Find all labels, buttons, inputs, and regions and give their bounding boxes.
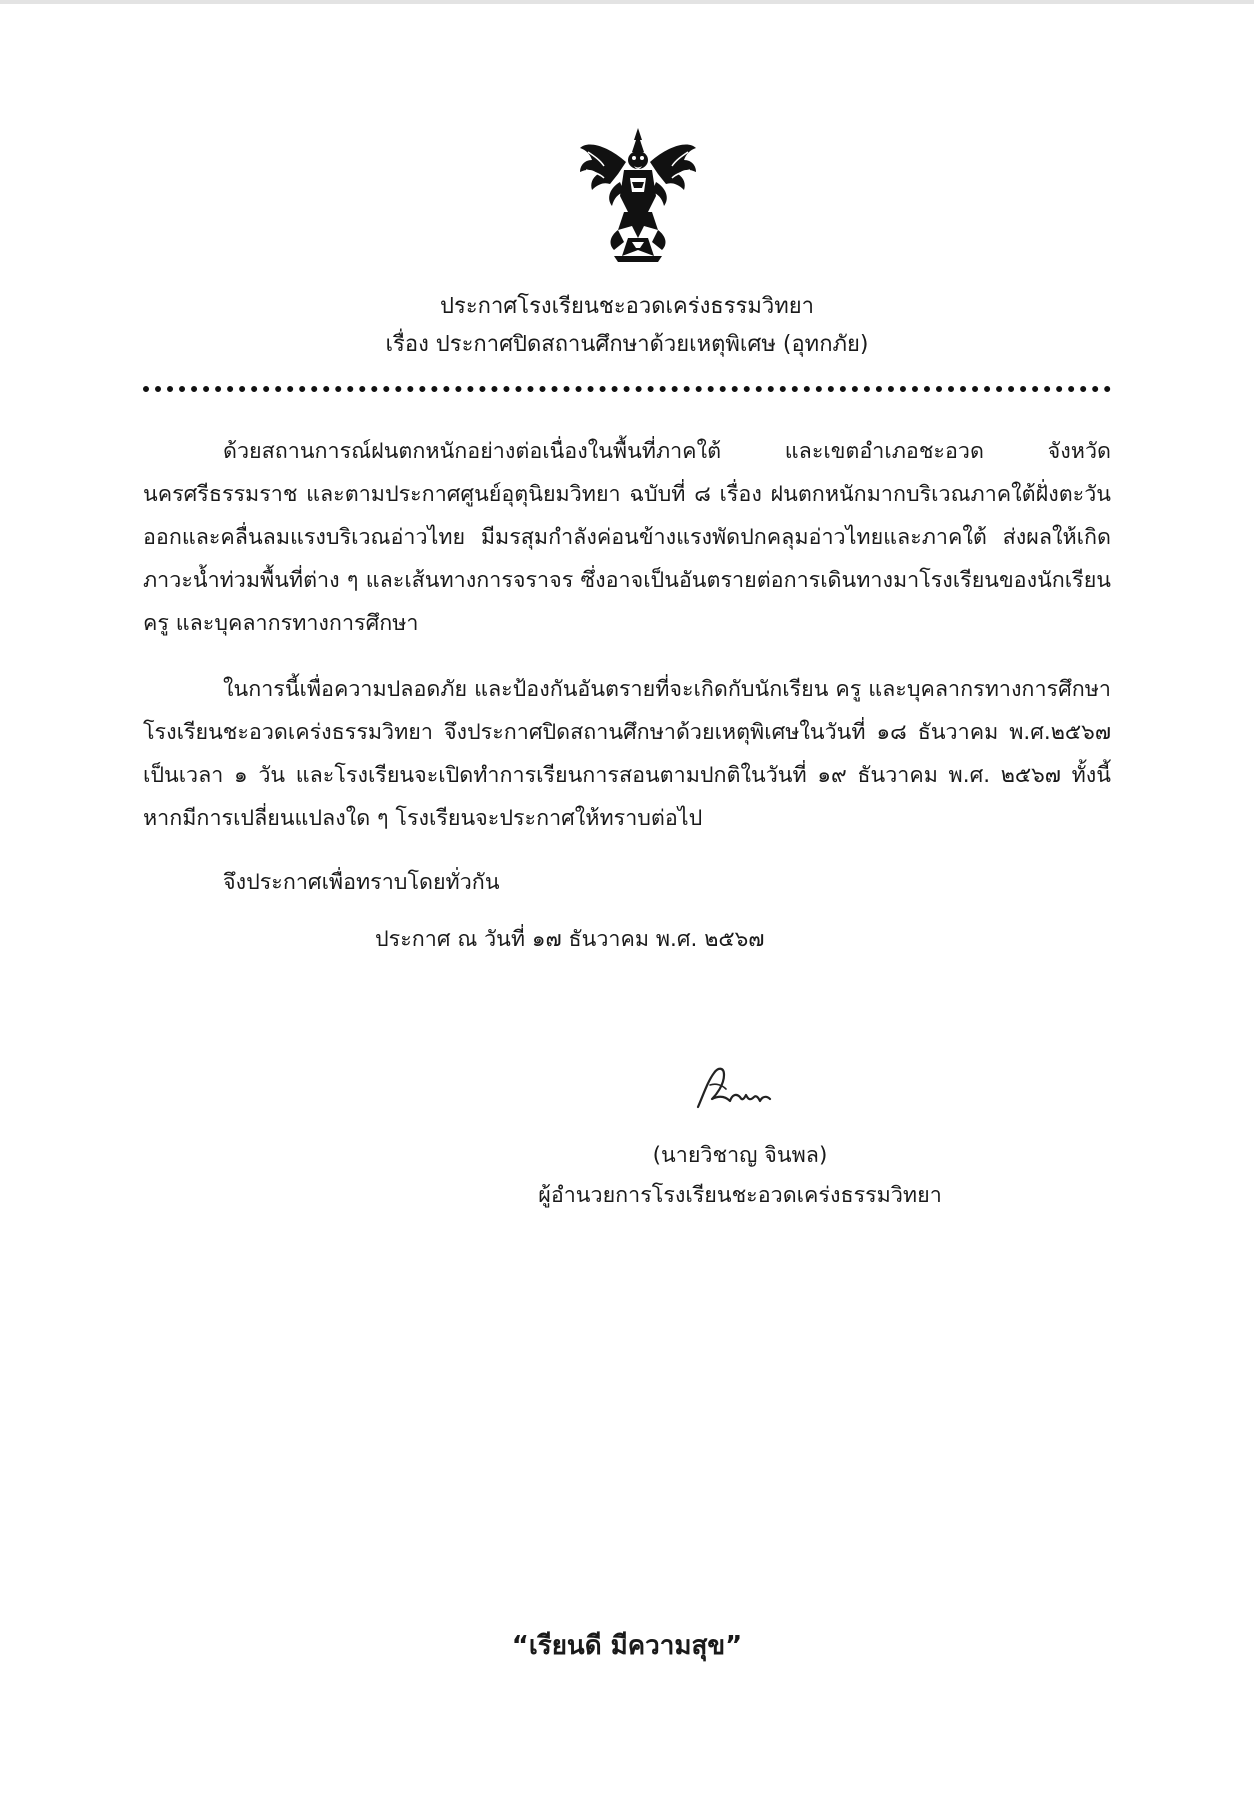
signatory-name: (นายวิชาญ จินพล) xyxy=(652,1143,828,1168)
closing-statement: จึงประกาศเพื่อทราบโดยทั่วกัน xyxy=(223,870,500,895)
announcement-date: ประกาศ ณ วันที่ ๑๗ ธันวาคม พ.ศ. ๒๕๖๗ xyxy=(375,927,765,952)
dotted-divider xyxy=(143,386,1111,392)
school-motto: “เรียนดี มีความสุข” xyxy=(511,1631,743,1661)
signatory-position: ผู้อำนวยการโรงเรียนชะอวดเคร่งธรรมวิทยา xyxy=(538,1183,942,1208)
announcement-subject: เรื่อง ประกาศปิดสถานศึกษาด้วยเหตุพิเศษ (อุทกภัย) xyxy=(385,332,869,357)
garuda-emblem-icon xyxy=(574,126,702,266)
body-paragraph-1: ด้วยสถานการณ์ฝนตกหนักอย่างต่อเนื่องในพื้นที่ภาคใต้ และเขตอำเภอชะอวด จังหวัดนครศรีธรรมราช และตามประกาศศูนย์อุตุนิยมวิทยา ฉบับที่ ๘ เรื่อง ฝนตกหนักมากบริเวณภาคใต้ฝั่งตะวันออกและคลื่นลมแรงบริเวณอ่าวไทย มีมรสุมกำลังค่อนข้างแรงพัดปกคลุมอ่าวไทยและภาคใต้ ส่งผลให้เกิดภาวะน้ำท่วมพื้นที่ต่าง ๆ และเส้นทางการจราจร ซึ่งอาจเป็นอันตรายต่อการเดินทางมาโรงเรียนของนักเรียน ครู และบุคลากรทางการศึกษา xyxy=(143,439,1111,636)
body-paragraph-2: ในการนี้เพื่อความปลอดภัย และป้องกันอันตรายที่จะเกิดกับนักเรียน ครู และบุคลากรทางการศึกษา โรงเรียนชะอวดเคร่งธรรมวิทยา จึงประกาศปิดสถานศึกษาด้วยเหตุพิเศษในวันที่ ๑๘ ธันวาคม พ.ศ.๒๕๖๗ เป็นเวลา ๑ วัน และโรงเรียนจะเปิดทำการเรียนการสอนตามปกติในวันที่ ๑๙ ธันวาคม พ.ศ. ๒๕๖๗ ทั้งนี้ หากมีการเปลี่ยนแปลงใด ๆ โรงเรียนจะประกาศให้ทราบต่อไป xyxy=(143,677,1111,831)
page-top-edge xyxy=(0,0,1254,4)
handwritten-signature-icon xyxy=(690,1055,780,1115)
announcement-title: ประกาศโรงเรียนชะอวดเคร่งธรรมวิทยา xyxy=(440,294,814,319)
